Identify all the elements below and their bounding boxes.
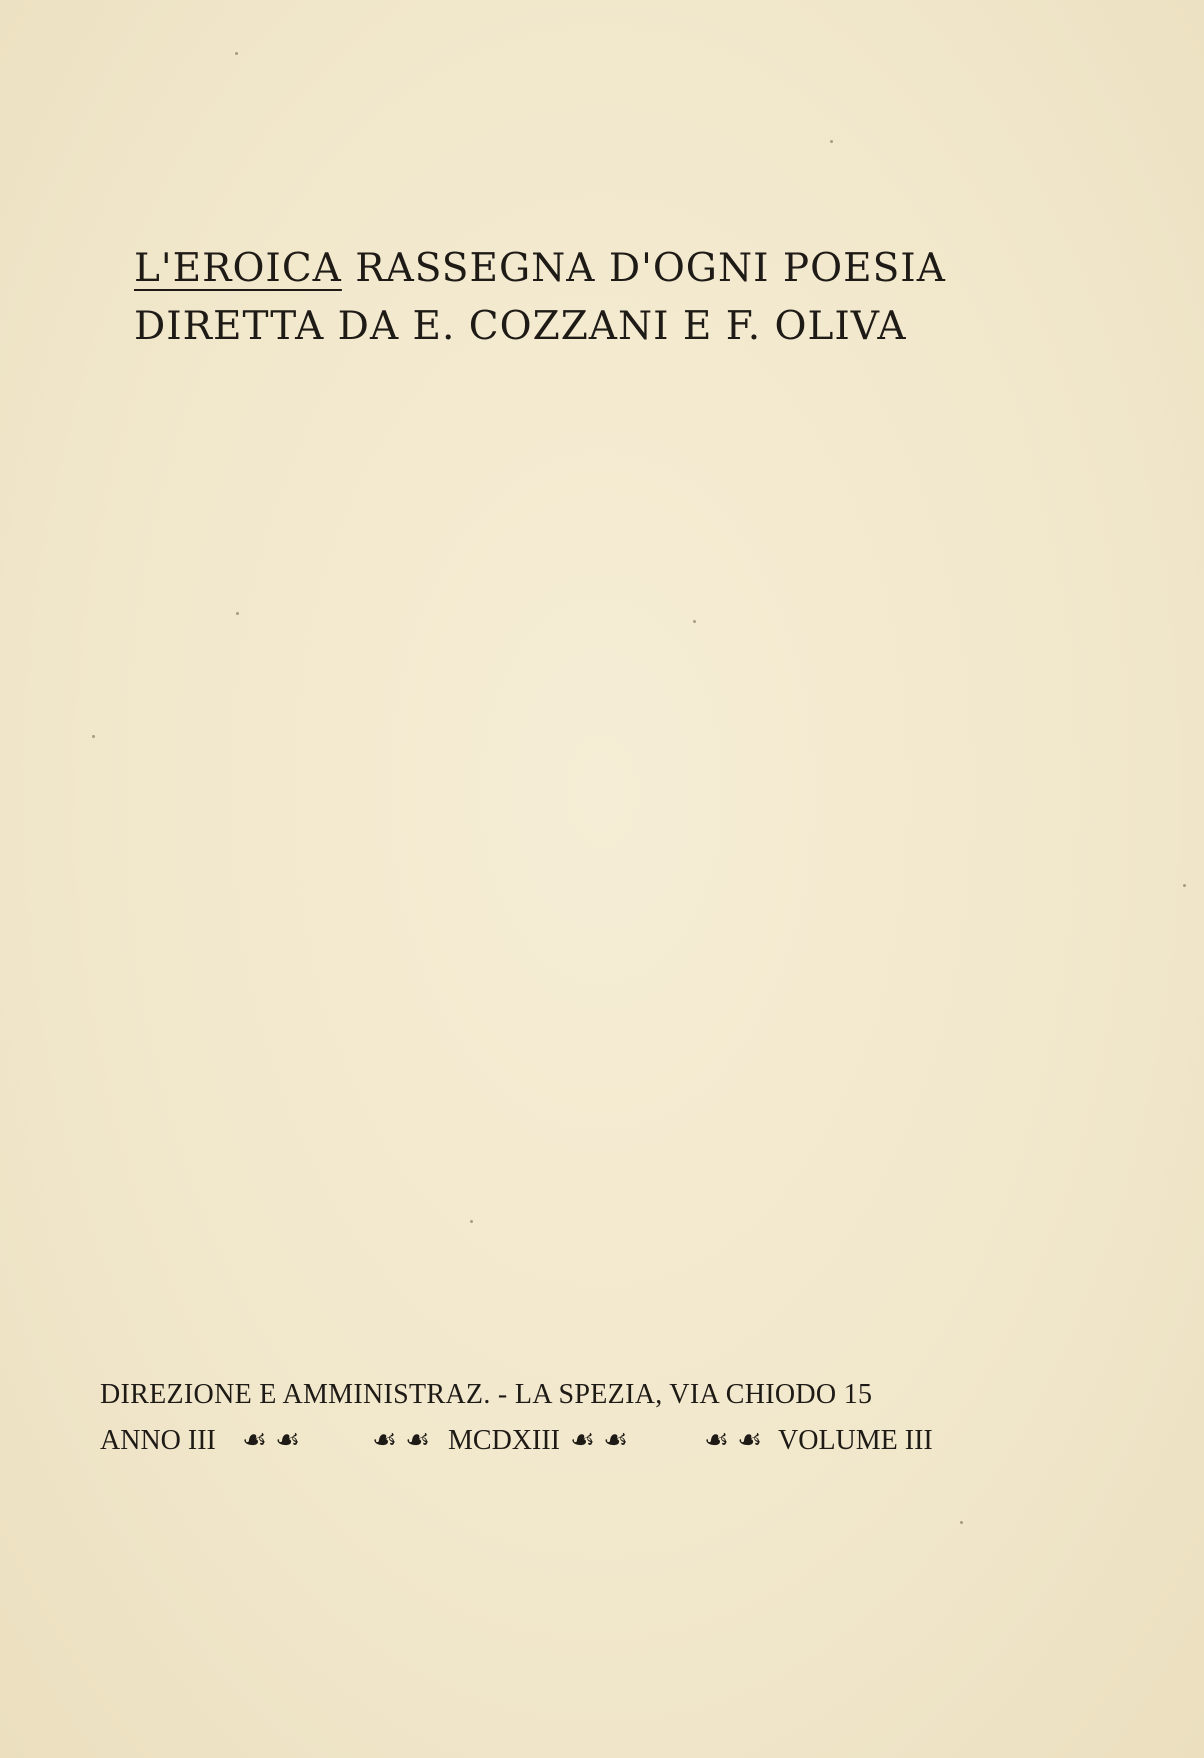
paper-speck (92, 735, 95, 738)
paper-speck (830, 140, 833, 143)
paper-speck (235, 52, 238, 55)
year-label: MCDXIII (448, 1425, 560, 1456)
anno-label: ANNO III (100, 1425, 216, 1456)
journal-name: L'EROICA (134, 246, 342, 291)
ornament-icon: ☙☙ (570, 1425, 637, 1456)
paper-speck (960, 1521, 963, 1524)
paper-speck (693, 620, 696, 623)
ornament-icon: ☙☙ (242, 1425, 309, 1456)
imprint-details (100, 1418, 950, 1464)
title-line-1 (134, 240, 954, 298)
ornament-icon: ☙☙ (704, 1425, 771, 1456)
journal-subtitle: RASSEGNA D'OGNI POESIA (355, 246, 946, 291)
title-block (134, 240, 954, 356)
paper-speck (470, 1220, 473, 1223)
imprint-block (100, 1372, 950, 1464)
ornament-icon: ☙☙ (372, 1425, 439, 1456)
imprint-address: DIREZIONE E AMMINISTRAZ. - LA SPEZIA, VIA CHIODO 15 (100, 1379, 873, 1410)
paper-speck (1183, 884, 1186, 887)
paper-speck (236, 612, 239, 615)
title-line-2: DIRETTA DA E. COZZANI E F. OLIVA (134, 304, 907, 349)
volume-label: VOLUME III (778, 1425, 933, 1456)
